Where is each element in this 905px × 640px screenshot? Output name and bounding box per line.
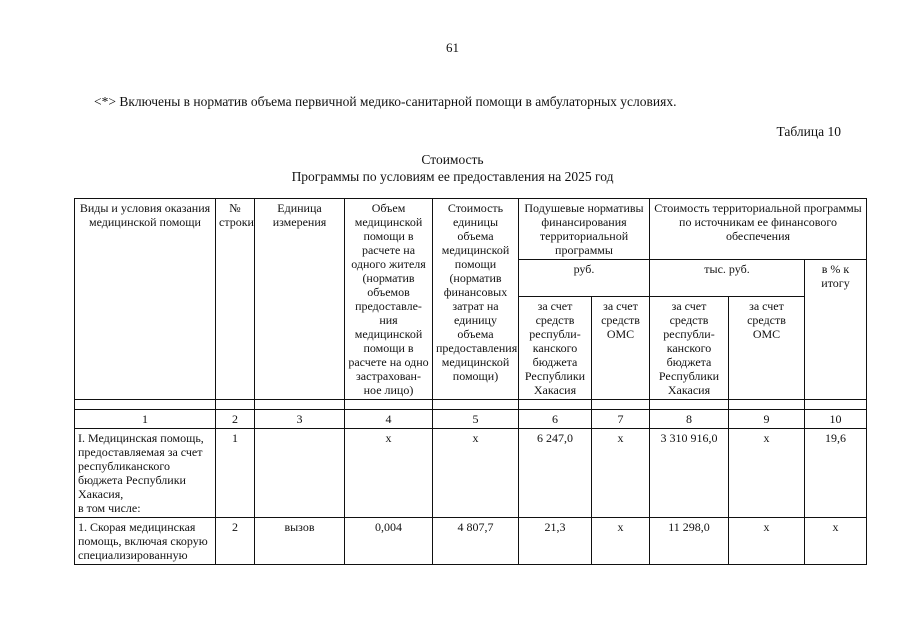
header-per-capita-group: Подушевые нормативы финансирования территориальной программы — [519, 199, 650, 260]
header-service-type: Виды и условия оказания медицинской помощи — [75, 199, 216, 400]
header-percent-total: в % к итогу — [805, 260, 867, 400]
row-cost-oms: х — [729, 429, 805, 518]
column-number: 7 — [592, 410, 650, 429]
column-number: 3 — [255, 410, 345, 429]
header-volume: Объем медицинской помощи в расчете на одного жителя (норматив объемов предоставле-ния медицинской помощи в расчете на одно застрахован-ное лицо) — [345, 199, 433, 400]
header-unit-cost: Стоимость единицы объема медицинской помощи (норматив финансовых затрат на единицу объема предоставления медицинской помощи) — [433, 199, 519, 400]
row-cost-budget: 11 298,0 — [650, 518, 729, 565]
column-number: 8 — [650, 410, 729, 429]
header-cost-group: Стоимость территориальной программы по источникам ее финансового обеспечения — [650, 199, 867, 260]
header-line-number: № строки — [216, 199, 255, 400]
title-line-2: Программы по условиям ее предоставления на 2025 год — [291, 169, 614, 184]
header-cost-budget: за счет средств республи-канского бюджета Республики Хакасия — [650, 297, 729, 400]
column-number: 9 — [729, 410, 805, 429]
header-thous-rub: тыс. руб. — [650, 260, 805, 297]
column-number: 5 — [433, 410, 519, 429]
header-unit: Единица измерения — [255, 199, 345, 400]
row-line-number: 2 — [216, 518, 255, 565]
row-name: 1. Скорая медицинская помощь, включая скорую специализированную — [75, 518, 216, 565]
row-volume: х — [345, 429, 433, 518]
row-per-capita-budget: 6 247,0 — [519, 429, 592, 518]
row-line-number: 1 — [216, 429, 255, 518]
separator-row — [75, 400, 867, 410]
row-percent: 19,6 — [805, 429, 867, 518]
header-per-capita-oms: за счет средств ОМС — [592, 297, 650, 400]
page-number: 61 — [446, 40, 459, 55]
cost-table — [74, 198, 867, 565]
row-unit-cost: 4 807,7 — [433, 518, 519, 565]
column-number-row — [75, 410, 867, 429]
column-number: 10 — [805, 410, 867, 429]
row-cost-budget: 3 310 916,0 — [650, 429, 729, 518]
row-unit: вызов — [255, 518, 345, 565]
row-per-capita-budget: 21,3 — [519, 518, 592, 565]
table-title — [0, 151, 905, 185]
row-unit-cost: х — [433, 429, 519, 518]
row-unit — [255, 429, 345, 518]
row-per-capita-oms: х — [592, 429, 650, 518]
header-cost-oms: за счет средств ОМС — [729, 297, 805, 400]
row-percent: х — [805, 518, 867, 565]
row-cost-oms: х — [729, 518, 805, 565]
table-row — [75, 518, 867, 565]
column-number: 1 — [75, 410, 216, 429]
header-per-capita-budget: за счет средств республи-канского бюджета Республики Хакасия — [519, 297, 592, 400]
footnote: <*> Включены в норматив объема первичной медико-санитарной помощи в амбулаторных условиях. — [94, 94, 677, 109]
row-volume: 0,004 — [345, 518, 433, 565]
row-name: I. Медицинская помощь, предоставляемая за счет республиканского бюджета Республики Хакасия, в том числе: — [75, 429, 216, 518]
header-rub: руб. — [519, 260, 650, 297]
column-number: 2 — [216, 410, 255, 429]
table-label: Таблица 10 — [776, 124, 841, 139]
table-row — [75, 429, 867, 518]
column-number: 4 — [345, 410, 433, 429]
column-number: 6 — [519, 410, 592, 429]
title-line-1: Стоимость — [421, 152, 484, 167]
row-per-capita-oms: х — [592, 518, 650, 565]
